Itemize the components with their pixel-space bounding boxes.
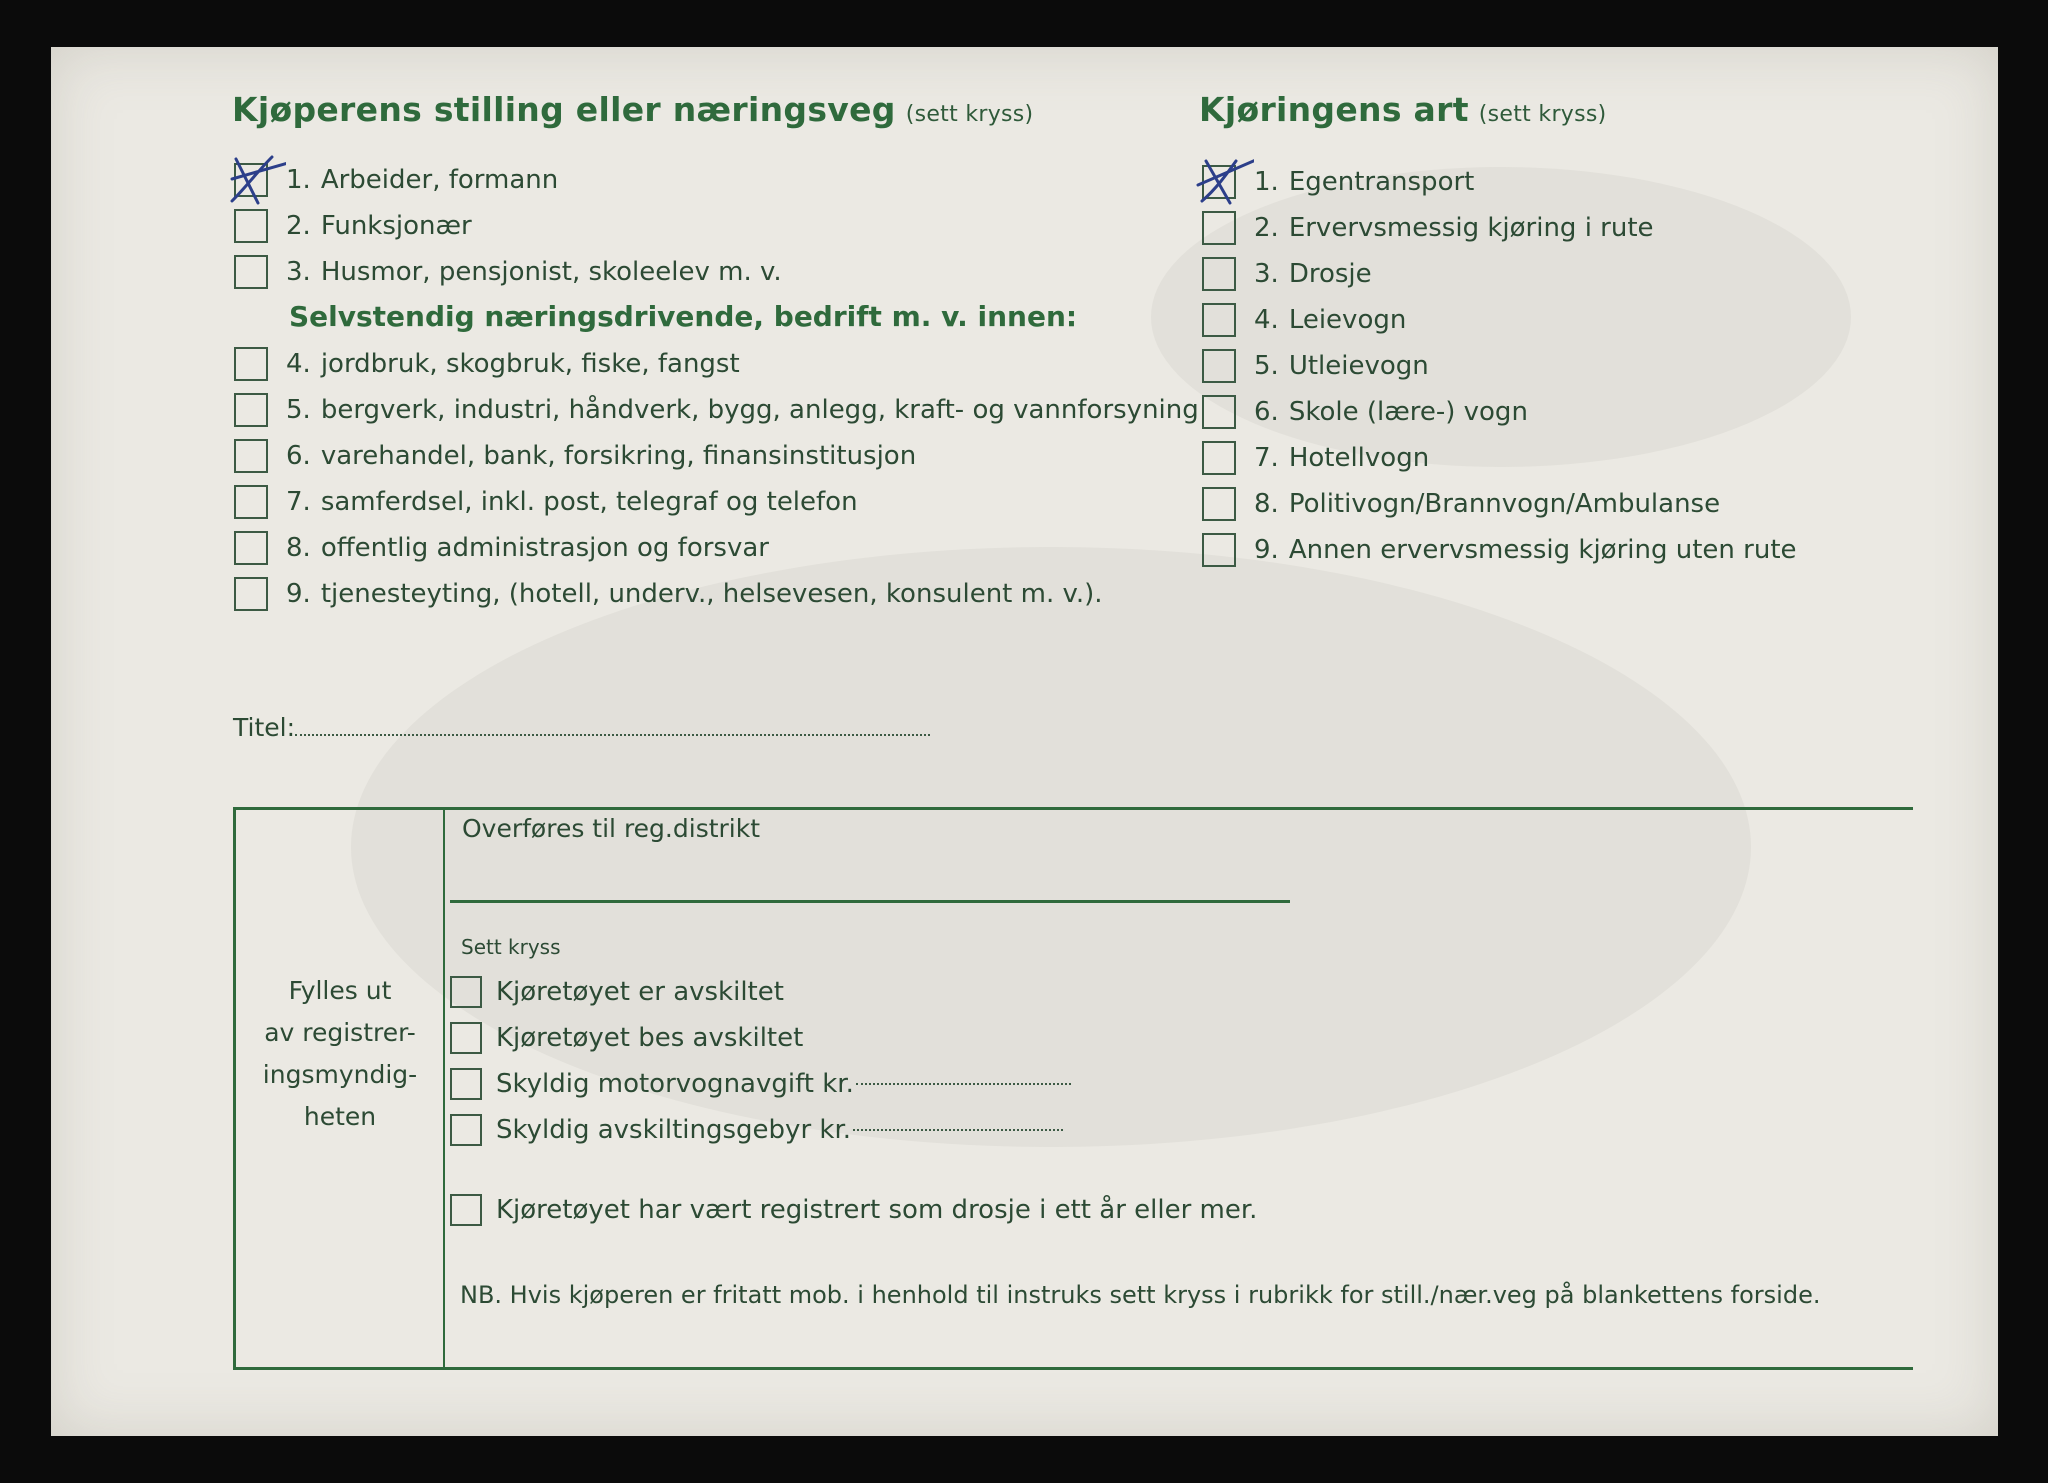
buyer-option-9[interactable] [234,574,1103,614]
checkbox[interactable] [234,209,268,243]
checkbox[interactable] [234,393,268,427]
amount-dotted-line [856,1083,1071,1085]
buyer-option-3[interactable] [234,252,782,292]
option-label: Funksjonær [320,211,472,241]
option-number: 3. [286,257,311,287]
driving-option-6[interactable] [1202,392,1528,432]
driving-option-2[interactable] [1202,208,1654,248]
driving-option-9[interactable] [1202,530,1797,570]
option-label: Hotellvogn [1288,443,1430,473]
checkbox[interactable] [1202,349,1236,383]
buyer-option-8[interactable] [234,528,769,568]
checkbox[interactable] [234,485,268,519]
side-label-line: Fylles ut [288,976,392,1005]
vehicle-tax-option[interactable] [450,1064,1071,1104]
checkbox[interactable] [1202,211,1236,245]
checkbox[interactable] [234,577,268,611]
side-label-line: av registrer- [264,1018,416,1047]
checkbox[interactable] [234,255,268,289]
option-label: offentlig administrasjon og forsvar [320,533,769,563]
taxi-registered-option[interactable] [450,1190,1257,1230]
option-number: 1. [286,165,311,195]
option-number: 2. [286,211,311,241]
option-label: Politivogn/Brannvogn/Ambulanse [1288,489,1721,519]
buyer-option-6[interactable] [234,436,916,476]
business-subheading: Selvstendig næringsdrivende, bedrift m. v. innen: [289,300,1078,333]
checkbox[interactable] [450,976,482,1008]
box-bottom-rule [233,1367,1913,1370]
nb-note: NB. Hvis kjøperen er fritatt mob. i henhold til instruks sett kryss i rubrikk for still./nær.veg på blankettens forside. [460,1281,1821,1309]
option-label: varehandel, bank, forsikring, finansinstitusjon [320,441,917,471]
checkbox[interactable] [1202,441,1236,475]
option-number: 1. [1254,167,1279,197]
driving-option-1[interactable] [1202,162,1474,202]
option-number: 8. [286,533,311,563]
plate-fee-option[interactable] [450,1110,1063,1150]
title-dotted-line [295,734,930,736]
checkbox[interactable] [1202,395,1236,429]
checkbox[interactable] [1202,303,1236,337]
box-left-rule [233,807,236,1370]
checkbox[interactable] [450,1022,482,1054]
plates-removed-option[interactable] [450,972,784,1012]
option-label: Leievogn [1288,305,1407,335]
option-label: Husmor, pensjonist, skoleelev m. v. [320,257,782,287]
buyer-option-5[interactable] [234,390,1199,430]
transfer-district-label: Overføres til reg.distrikt [462,814,761,843]
option-label: Annen ervervsmessig kjøring uten rute [1288,535,1797,565]
buyer-option-7[interactable] [234,482,858,522]
box-divider-rule [443,807,445,1370]
driving-heading-note: (sett kryss) [1478,102,1607,127]
option-number: 6. [1254,397,1279,427]
option-label: Skyldig motorvognavgift kr. [496,1069,854,1099]
option-number: 9. [1254,535,1279,565]
title-label: Titel: [233,713,295,742]
driving-option-5[interactable] [1202,346,1429,386]
option-label: Utleievogn [1288,351,1429,381]
checkbox[interactable] [1202,487,1236,521]
option-number: 5. [1254,351,1279,381]
title-field[interactable] [233,713,930,742]
option-number: 3. [1254,259,1279,289]
checkbox[interactable] [234,531,268,565]
option-number: 8. [1254,489,1279,519]
option-label: Skole (lære-) vogn [1288,397,1528,427]
checkbox[interactable] [234,163,268,197]
plates-request-option[interactable] [450,1018,803,1058]
buyer-option-1[interactable] [234,160,558,200]
authority-side-label [240,970,440,1138]
option-label: Kjøretøyet har vært registrert som drosje i ett år eller mer. [496,1195,1258,1225]
option-number: 7. [286,487,311,517]
side-label-line: ingsmyndig- [262,1060,418,1089]
option-label: tjenesteyting, (hotell, underv., helsevesen, konsulent m. v.). [320,579,1103,609]
option-label: Kjøretøyet bes avskiltet [496,1023,804,1053]
option-number: 6. [286,441,311,471]
option-number: 7. [1254,443,1279,473]
option-label: Kjøretøyet er avskiltet [496,977,784,1007]
box-top-rule [233,807,1913,810]
checkbox[interactable] [1202,165,1236,199]
option-number: 9. [286,579,311,609]
option-number: 4. [286,349,311,379]
driving-option-3[interactable] [1202,254,1372,294]
buyer-heading-note: (sett kryss) [905,102,1034,127]
driving-option-7[interactable] [1202,438,1429,478]
checkbox[interactable] [1202,257,1236,291]
checkbox[interactable] [450,1114,482,1146]
option-label: Drosje [1288,259,1372,289]
driving-option-8[interactable] [1202,484,1720,524]
checkbox[interactable] [450,1068,482,1100]
option-label: bergverk, industri, håndverk, bygg, anlegg, kraft- og vannforsyning [320,395,1199,425]
sett-kryss-label: Sett kryss [461,935,561,959]
checkbox[interactable] [1202,533,1236,567]
option-label: jordbruk, skogbruk, fiske, fangst [320,349,740,379]
buyer-heading: Kjøperens stilling eller næringsveg (sett kryss) [232,90,1034,129]
driving-heading: Kjøringens art (sett kryss) [1199,90,1607,129]
district-underline [450,900,1290,903]
driving-option-4[interactable] [1202,300,1406,340]
option-label: Skyldig avskiltingsgebyr kr. [496,1115,852,1145]
checkbox[interactable] [234,439,268,473]
checkbox[interactable] [234,347,268,381]
option-number: 2. [1254,213,1279,243]
buyer-option-4[interactable] [234,344,740,384]
amount-dotted-line [853,1129,1063,1131]
option-label: Egentransport [1288,167,1475,197]
option-label: Ervervsmessig kjøring i rute [1288,213,1654,243]
option-number: 4. [1254,305,1279,335]
option-label: samferdsel, inkl. post, telegraf og telefon [320,487,858,517]
option-number: 5. [286,395,311,425]
checkbox[interactable] [450,1194,482,1226]
buyer-option-2[interactable] [234,206,472,246]
option-label: Arbeider, formann [320,165,559,195]
side-label-line: heten [303,1102,377,1131]
